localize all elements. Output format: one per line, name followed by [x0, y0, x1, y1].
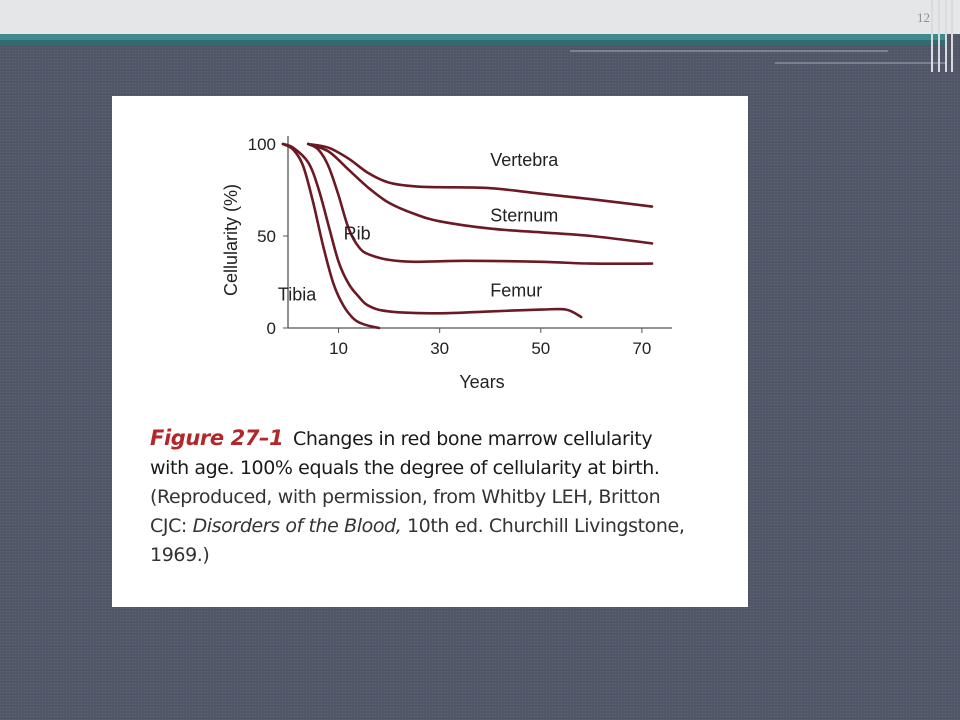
slide-accent-bar-shadow	[0, 40, 945, 45]
chart	[112, 96, 748, 396]
x-tick-label: 30	[430, 339, 450, 358]
slide-top-bar	[0, 0, 960, 34]
series-label-tibia: Tibia	[277, 284, 317, 305]
x-axis-label: Years	[459, 372, 505, 392]
slide-decor-vertical-lines	[931, 0, 953, 72]
page-number: 12	[917, 10, 930, 25]
caption-book-title: Disorders of the Blood,	[192, 515, 402, 537]
caption-text: CJC:	[150, 515, 193, 537]
caption-text: Changes in red bone marrow cellularity	[293, 428, 653, 450]
caption-line-4	[150, 512, 746, 541]
figure-image	[112, 96, 748, 607]
caption-line-3: (Reproduced, with permission, from Whitby LEH, Britton	[150, 486, 661, 508]
x-tick-label: 70	[632, 339, 652, 358]
y-tick-label: 50	[257, 227, 276, 246]
series-label-femur: Femur	[490, 280, 543, 301]
chart-series	[283, 144, 652, 328]
chart-ticks	[248, 135, 652, 358]
y-axis-label: Cellularity (%)	[221, 183, 241, 297]
figure-label: Figure 27–1	[150, 426, 284, 450]
y-tick-label: 100	[247, 135, 276, 154]
x-tick-label: 50	[531, 339, 551, 358]
series-line-vertebra	[308, 144, 652, 207]
figure-caption	[150, 424, 746, 570]
caption-line-1	[150, 424, 746, 454]
slide-decor-rule	[570, 50, 888, 52]
caption-text: 10th ed. Churchill Livingstone,	[401, 515, 685, 537]
series-label-rib: Rib	[343, 223, 371, 244]
slide-decor-rule	[775, 62, 945, 64]
y-tick-label: 0	[266, 319, 276, 338]
series-line-rib	[308, 144, 652, 264]
series-label-sternum: Sternum	[490, 205, 559, 226]
chart-labels	[221, 150, 559, 392]
series-label-vertebra: Vertebra	[490, 150, 559, 171]
x-tick-label: 10	[329, 339, 349, 358]
caption-line-5: 1969.)	[150, 544, 210, 566]
caption-line-2: with age. 100% equals the degree of cellularity at birth.	[150, 457, 660, 479]
